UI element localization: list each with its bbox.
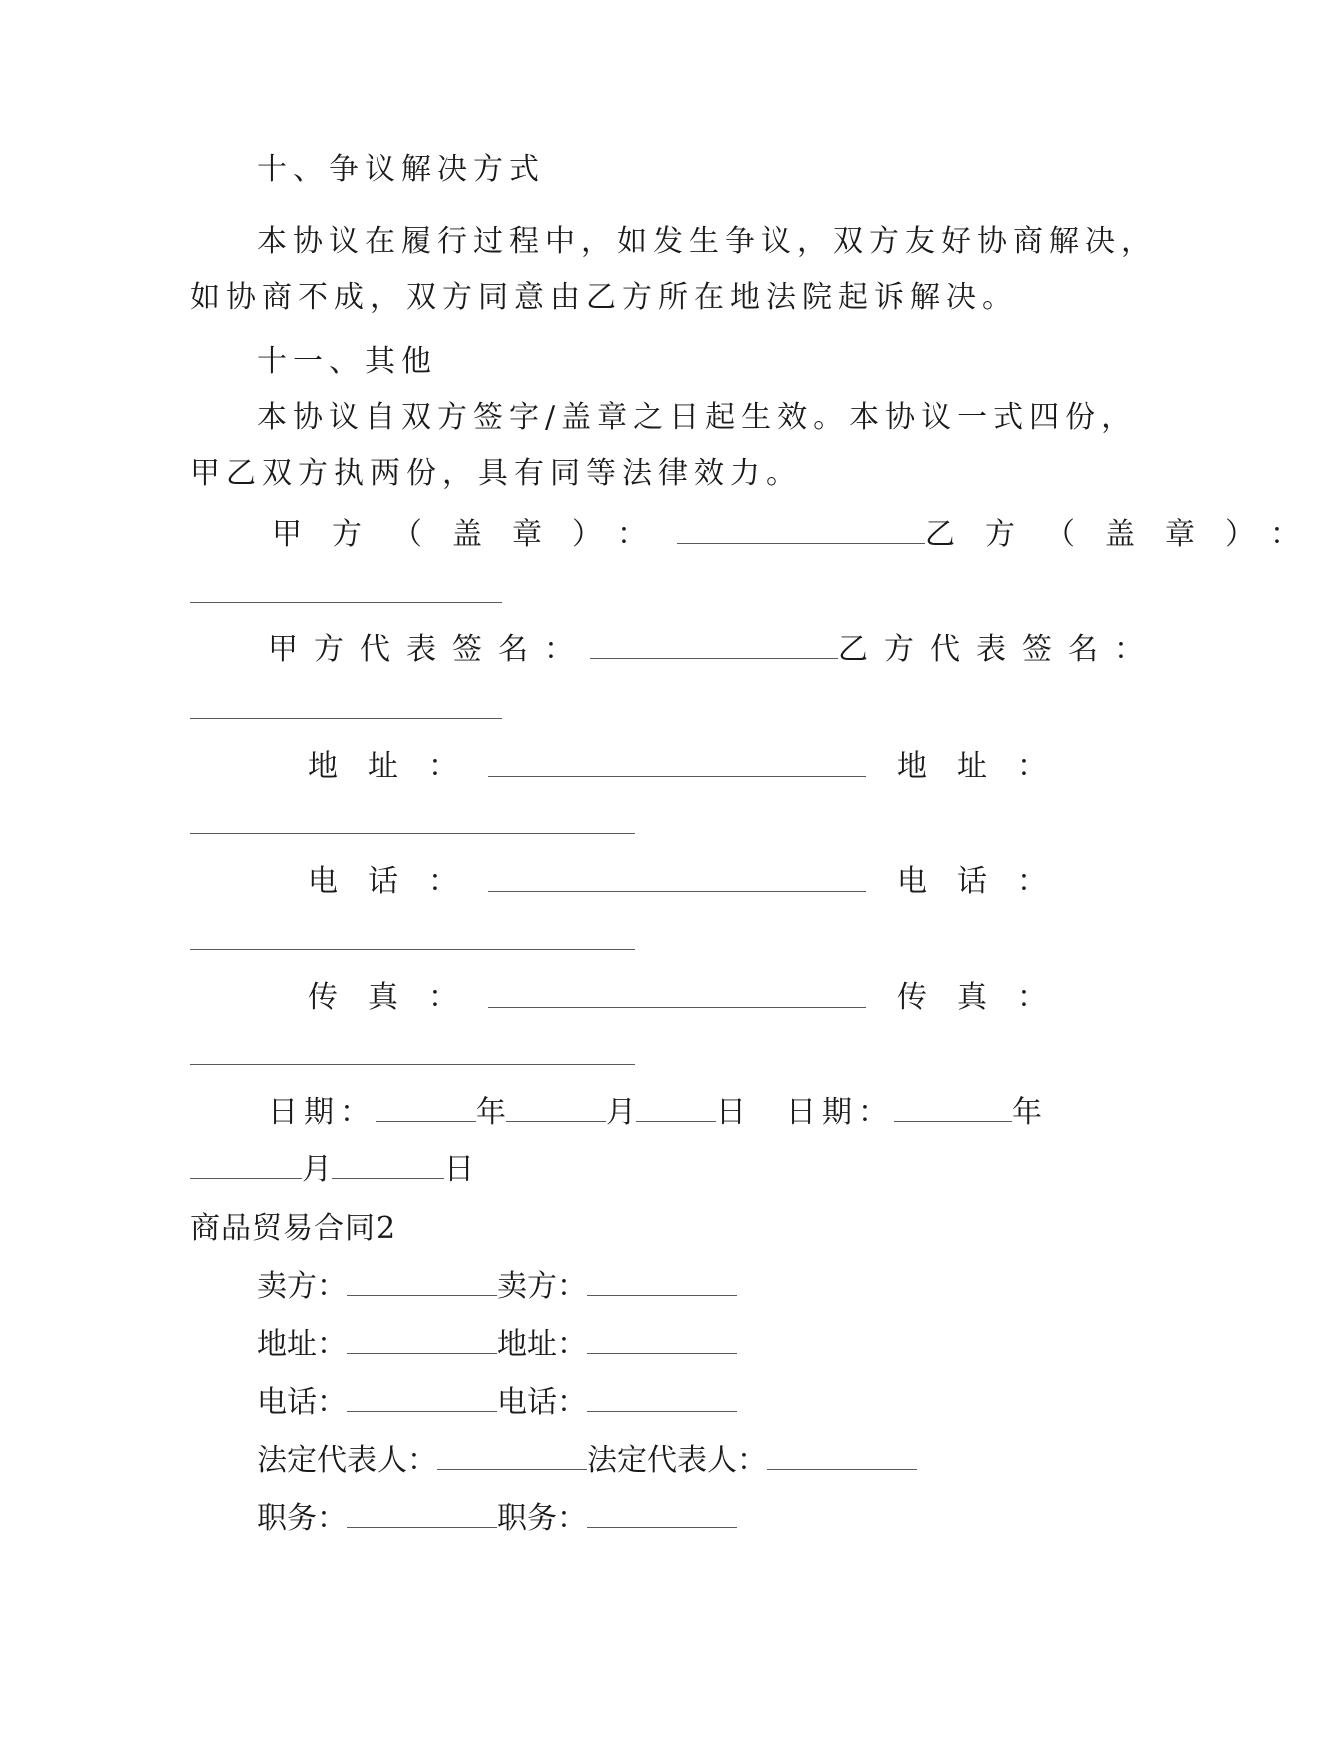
party-a-year-label: 年 [476, 1095, 506, 1130]
seller-blank-b[interactable] [587, 1273, 737, 1296]
address-blank-b[interactable] [587, 1331, 737, 1354]
legal-rep-blank-b[interactable] [767, 1447, 917, 1470]
party-b-phone-label: 电话： [897, 864, 1077, 899]
seller-row [257, 1267, 737, 1307]
seller-label-b: 卖方： [497, 1269, 587, 1304]
party-a-rep-blank[interactable] [590, 636, 838, 659]
party-b-phone-blank[interactable] [190, 949, 635, 950]
section-11-paragraph-line-1: 本协议自双方签字/盖章之日起生效。本协议一式四份， [257, 400, 1138, 435]
seller-blank-a[interactable] [347, 1273, 497, 1296]
phone-row [257, 1383, 737, 1423]
section-10-heading: 十、争议解决方式 [257, 152, 545, 187]
party-b-date-label: 日期： [786, 1095, 894, 1130]
party-a-month-blank[interactable] [506, 1099, 606, 1122]
address-label-b: 地址： [497, 1327, 587, 1362]
party-a-day-label: 日 [716, 1095, 746, 1130]
section-11-paragraph-line-2: 甲乙双方执两份，具有同等法律效力。 [190, 456, 802, 491]
party-b-year-blank[interactable] [894, 1099, 1012, 1122]
party-b-date-row [786, 1093, 1042, 1133]
phone-blank-a[interactable] [347, 1389, 497, 1412]
party-b-seal-blank[interactable] [190, 602, 502, 603]
seller-label-a: 卖方： [257, 1269, 347, 1304]
party-a-address-blank[interactable] [488, 776, 866, 777]
party-b-day-blank[interactable] [332, 1156, 444, 1179]
party-a-seal-row [272, 515, 1330, 555]
party-a-phone-blank[interactable] [488, 891, 866, 892]
party-a-fax-label: 传真： [308, 980, 488, 1015]
phone-blank-b[interactable] [587, 1389, 737, 1412]
party-b-month-blank[interactable] [190, 1156, 302, 1179]
party-a-month-label: 月 [606, 1095, 636, 1130]
party-a-address-label: 地址： [308, 749, 488, 784]
party-b-rep-label: 乙方代表签名： [838, 632, 1160, 667]
legal-rep-label-a: 法定代表人： [257, 1443, 437, 1478]
party-b-seal-label: 乙方（盖章）： [925, 517, 1330, 552]
party-a-day-blank[interactable] [636, 1099, 716, 1122]
party-a-fax-blank[interactable] [488, 1007, 866, 1008]
position-blank-b[interactable] [587, 1505, 737, 1528]
legal-rep-blank-a[interactable] [437, 1447, 587, 1470]
party-a-rep-label: 甲方代表签名： [268, 632, 590, 667]
party-b-year-label: 年 [1012, 1095, 1042, 1130]
party-b-rep-blank[interactable] [190, 718, 502, 719]
legal-rep-label-b: 法定代表人： [587, 1443, 767, 1478]
party-a-seal-blank[interactable] [677, 521, 925, 544]
section-10-paragraph-line-1: 本协议在履行过程中，如发生争议，双方友好协商解决， [257, 224, 1157, 259]
section-10-paragraph-line-2: 如协商不成，双方同意由乙方所在地法院起诉解决。 [190, 280, 1018, 315]
position-label-b: 职务： [497, 1501, 587, 1536]
phone-label-a: 电话： [257, 1385, 347, 1420]
legal-rep-row [257, 1441, 917, 1481]
date-row-2 [190, 1150, 474, 1190]
party-b-fax-label: 传真： [897, 980, 1077, 1015]
party-b-month-label: 月 [302, 1152, 332, 1187]
party-a-date-label: 日期： [268, 1095, 376, 1130]
party-a-phone-label: 电话： [308, 864, 488, 899]
party-b-address-label: 地址： [897, 749, 1077, 784]
position-label-a: 职务： [257, 1501, 347, 1536]
section-11-heading: 十一、其他 [257, 344, 437, 379]
phone-label-b: 电话： [497, 1385, 587, 1420]
party-b-day-label: 日 [444, 1152, 474, 1187]
address-row [257, 1325, 737, 1365]
party-a-year-blank[interactable] [376, 1099, 476, 1122]
party-a-seal-label: 甲方（盖章）： [272, 517, 677, 552]
address-label-a: 地址： [257, 1327, 347, 1362]
party-b-address-blank[interactable] [190, 833, 635, 834]
position-row [257, 1499, 737, 1539]
date-row-1 [268, 1093, 746, 1133]
contract-2-title: 商品贸易合同2 [190, 1211, 397, 1246]
party-b-fax-blank[interactable] [190, 1064, 635, 1065]
position-blank-a[interactable] [347, 1505, 497, 1528]
rep-signature-row [268, 630, 1160, 670]
address-blank-a[interactable] [347, 1331, 497, 1354]
